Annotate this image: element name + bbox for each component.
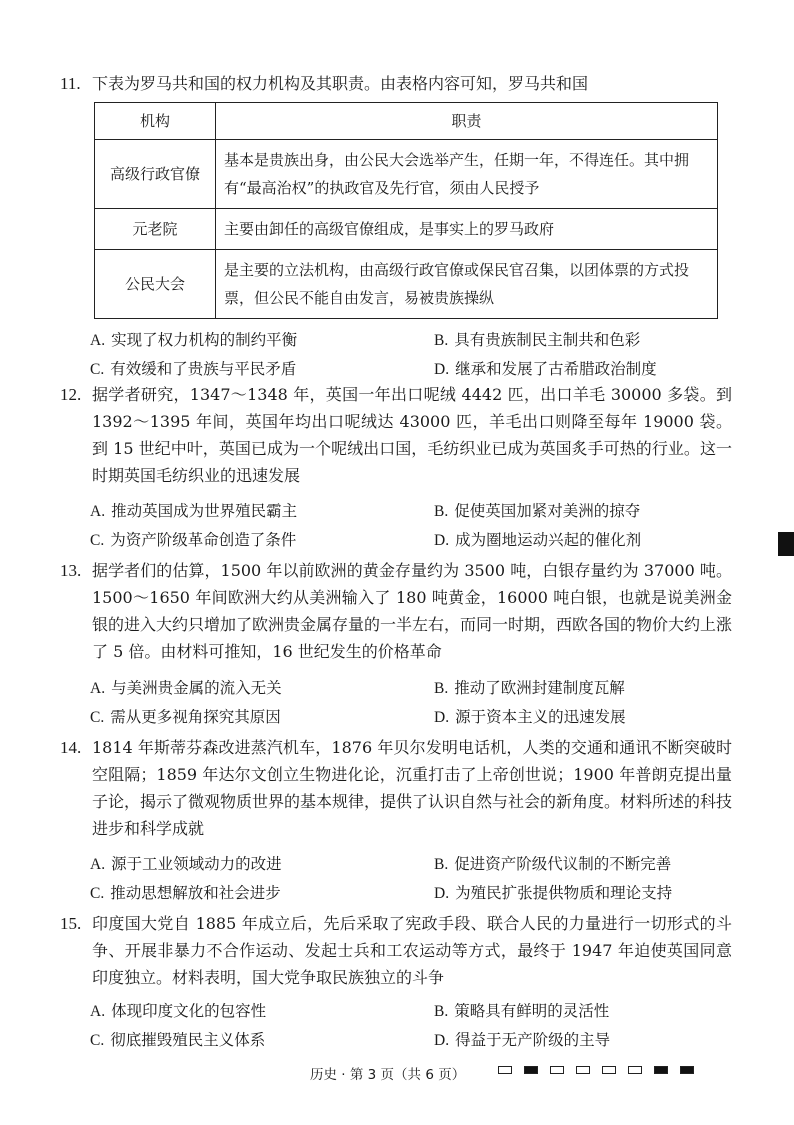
option-label: C. [90,885,105,902]
option-text: 有效缓和了贵族与平民矛盾 [110,360,297,378]
question-stem: 据学者们的估算，1500 年以前欧洲的黄金存量约为 3500 吨，白银存量约为 37000 吨。1500～1650 年间欧洲大约从美洲输入了 180 吨黄金，16000 吨白银，也就是说美洲金银的进入大约只增加了欧洲贵金属存量的一半左右，而同一时期，西欧各国的物价大约上涨了 5 倍。由材料可推知，16 世纪发生的价格革命 [92,561,733,661]
option-label: C. [90,1032,105,1049]
page-mark [498,1066,512,1074]
option-text: 源于资本主义的迅速发展 [455,708,626,726]
option-text: 具有贵族制民主制共和色彩 [454,331,641,349]
option-text: 推动思想解放和社会进步 [110,884,281,902]
option-label: A. [90,503,106,520]
option-label: B. [434,856,449,873]
table-cell-duty: 主要由卸任的高级官僚组成，是事实上的罗马政府 [216,209,718,250]
option-text: 为资产阶级革命创造了条件 [110,531,297,549]
option-label: D. [434,709,450,726]
option-text: 源于工业领域动力的改进 [111,855,282,873]
option-label: B. [434,332,449,349]
option-label: B. [434,503,449,520]
option-a [90,999,266,1021]
option-b [434,852,671,874]
question-number: 12. [60,385,82,404]
option-label: A. [90,856,106,873]
option-d [434,357,657,379]
option-text: 策略具有鲜明的灵活性 [454,1002,610,1020]
page-mark [576,1066,590,1074]
question-stem: 印度国大党自 1885 年成立后，先后采取了宪政手段、联合人民的力量进行一切形式的斗争、开展非暴力不合作运动、发起士兵和工农运动等方式，最终于 1947 年迫使英国同意印度独立。材料表明，国大党争取民族独立的斗争 [92,914,732,987]
option-label: C. [90,361,105,378]
option-c [90,357,296,379]
option-c [90,528,296,550]
edge-marker [778,532,794,556]
option-d [434,705,626,727]
option-b [434,999,609,1021]
option-b [434,676,625,698]
option-text: 推动英国成为世界殖民霸主 [111,502,298,520]
option-text: 彻底摧毁殖民主义体系 [110,1031,266,1049]
option-text: 实现了权力机构的制约平衡 [111,331,298,349]
option-a [90,676,282,698]
question-13 [60,557,732,665]
option-text: 需从更多视角探究其原因 [110,708,281,726]
page-mark [628,1066,642,1074]
option-label: B. [434,1003,449,1020]
option-label: D. [434,532,450,549]
table-cell-duty: 基本是贵族出身，由公民大会选举产生，任期一年，不得连任。其中拥有“最高治权”的执政官及先行官，须由人民授予 [216,140,718,209]
option-text: 推动了欧洲封建制度瓦解 [454,679,625,697]
table-cell-duty: 是主要的立法机构，由高级行政官僚或保民官召集，以团体票的方式投票，但公民不能自由发言，易被贵族操纵 [216,250,718,319]
table-row [95,140,718,209]
option-b [434,499,640,521]
question-14 [60,734,732,842]
option-c [90,705,281,727]
option-label: B. [434,680,449,697]
question-number: 15. [60,914,82,933]
question-number: 14. [60,738,82,757]
option-text: 促进资产阶级代议制的不断完善 [454,855,672,873]
table-row [95,250,718,319]
page-mark [550,1066,564,1074]
table-header-cell: 职责 [216,103,718,140]
page-mark [524,1066,538,1074]
option-a [90,852,282,874]
option-label: A. [90,1003,106,1020]
option-text: 继承和发展了古希腊政治制度 [455,360,657,378]
power-organs-table [94,102,718,319]
option-text: 促使英国加紧对美洲的掠夺 [454,502,641,520]
page-mark [654,1066,668,1074]
option-label: C. [90,709,105,726]
question-15 [60,910,732,991]
question-stem: 据学者研究，1347～1348 年，英国一年出口呢绒 4442 匹，出口羊毛 30000 多袋。到 1392～1395 年间，英国年均出口呢绒达 43000 匹，羊毛出口则降至每年 19000 袋。到 15 世纪中叶，英国已成为一个呢绒出口国，毛纺织业已成为英国炙手可热的行业。这一时期英国毛纺织业的迅速发展 [92,385,732,485]
question-11 [60,70,732,97]
option-label: C. [90,532,105,549]
page-mark [602,1066,616,1074]
table-cell-organ: 公民大会 [95,250,216,319]
option-text: 成为圈地运动兴起的催化剂 [455,531,642,549]
option-c [90,1028,265,1050]
table-cell-organ: 高级行政官僚 [95,140,216,209]
option-label: D. [434,885,450,902]
option-c [90,881,281,903]
question-stem: 下表为罗马共和国的权力机构及其职责。由表格内容可知，罗马共和国 [92,74,589,93]
question-number: 11. [60,74,81,93]
option-text: 与美洲贵金属的流入无关 [111,679,282,697]
table-header-cell: 机构 [95,103,216,140]
option-label: A. [90,680,106,697]
option-b [434,328,640,350]
option-text: 体现印度文化的包容性 [111,1002,267,1020]
page-mark [680,1066,694,1074]
option-text: 得益于无产阶级的主导 [455,1031,611,1049]
option-label: D. [434,1032,450,1049]
question-number: 13. [60,561,82,580]
table-header-row [95,103,718,140]
table-cell-organ: 元老院 [95,209,216,250]
option-d [434,1028,610,1050]
question-12 [60,381,732,489]
option-text: 为殖民扩张提供物质和理论支持 [455,884,673,902]
table-row [95,209,718,250]
option-a [90,499,297,521]
page-footer: 历史 · 第 3 页（共 6 页） [310,1067,466,1083]
option-label: D. [434,361,450,378]
option-a [90,328,297,350]
question-stem: 1814 年斯蒂芬森改进蒸汽机车，1876 年贝尔发明电话机，人类的交通和通讯不断突破时空阻隔；1859 年达尔文创立生物进化论，沉重打击了上帝创世说；1900 年普朗克提出量子论，揭示了微观物质世界的基本规律，提供了认识自然与社会的新角度。材料所述的科技进步和科学成就 [92,738,733,838]
option-label: A. [90,332,106,349]
option-d [434,528,641,550]
option-d [434,881,672,903]
